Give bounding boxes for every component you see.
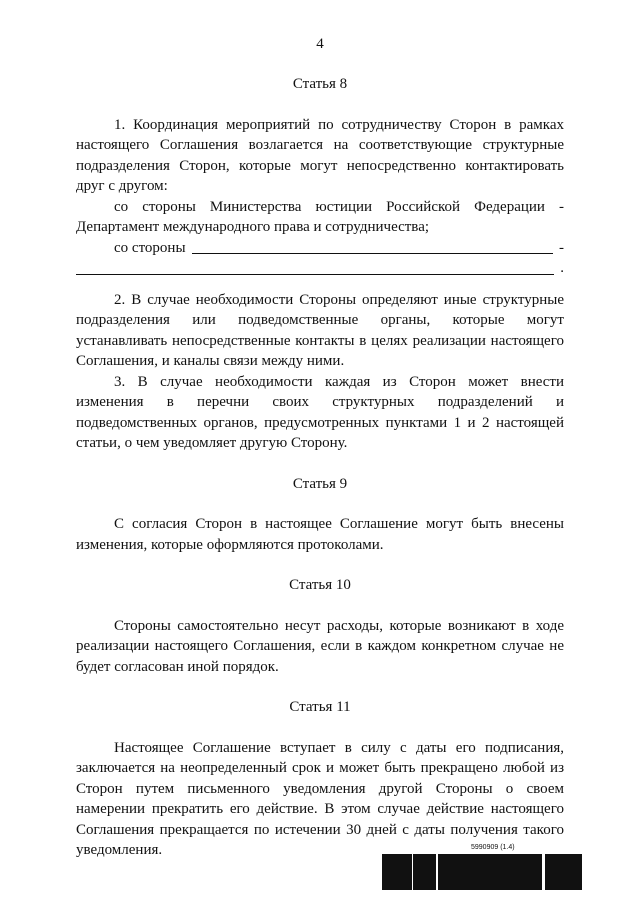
article-8-paragraph-2: 2. В случае необходимости Стороны определяют иные структурные подразделения или подведомственные органы, которые могут устанавливать непосредственные контакты в целях реализации настоящего Соглашения, и каналы связи между ними.	[76, 291, 564, 369]
document-body	[76, 74, 564, 861]
article-8-side-1: со стороны Министерства юстиции Российской Федерации - Департамент международного права и сотрудничества;	[76, 198, 564, 235]
article-8-blank-line	[76, 258, 564, 279]
barcode-code: 5990909 (1.4)	[471, 844, 515, 851]
article-8-blank-end: .	[560, 260, 564, 276]
page-number: 4	[316, 36, 324, 52]
article-10-heading: Статья 10	[289, 577, 351, 593]
article-10-paragraph-1: Стороны самостоятельно несут расходы, которые возникают в ходе реализации настоящего Соглашения, если в каждом конкретном случае не будет согласован иной порядок.	[76, 617, 564, 675]
article-8-side-2-line	[76, 238, 564, 259]
fill-in-blank	[192, 253, 553, 254]
article-8-paragraph-3: 3. В случае необходимости каждая из Сторон может внести изменения в перечни своих структурных подразделений и подведомственных органов, предусмотренных пунктами 1 и 2 настоящей статьи, о чем уведомляет другую Сторону.	[76, 373, 564, 451]
barcode-icon	[381, 854, 587, 890]
fill-in-blank-full	[76, 274, 554, 275]
article-9-heading: Статья 9	[292, 475, 348, 492]
article-8-paragraph-1: 1. Координация мероприятий по сотрудничеству Сторон в рамках настоящего Соглашения возлагается на соответствующие структурные подразделения Сторон, которые могут непосредственно контактировать друг с другом:	[76, 116, 564, 194]
article-9-paragraph-1: С согласия Сторон в настоящее Соглашение могут быть внесены изменения, которые оформляются протоколами.	[76, 516, 564, 553]
article-11-heading: Статья 11	[289, 699, 351, 715]
barcode	[381, 844, 587, 892]
article-11-paragraph-1: Настоящее Соглашение вступает в силу с даты его подписания, заключается на неопределенный срок и может быть прекращено любой из Сторон путем письменного уведомления другой Стороны о своем намерении прекратить его действие. В этом случае действие настоящего Соглашения прекращается по истечении 30 дней с даты получения такого уведомления.	[76, 739, 564, 858]
article-8-heading: Статья 8	[292, 76, 348, 92]
article-8-side-2-dash: -	[559, 239, 564, 256]
article-8-side-2-label: со стороны	[114, 239, 186, 256]
